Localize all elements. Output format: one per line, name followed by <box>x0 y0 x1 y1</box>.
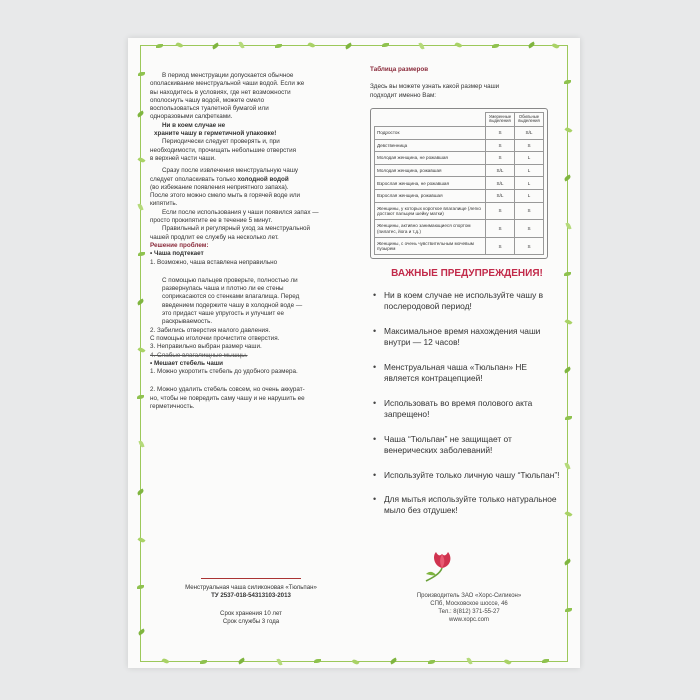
leak-item: 4. Слабые влагалищные мышцы. <box>150 351 248 359</box>
warning-item <box>368 434 564 456</box>
care-line: Правильный и регулярный уход за менструальной <box>162 225 311 233</box>
row-label: Молодая женщина, рожавшая <box>375 164 486 177</box>
leak-item-description: С помощью иголочки прочистите отверстия. <box>150 334 280 342</box>
warning-item <box>368 362 564 384</box>
size-table-title: Таблица размеров <box>370 66 429 73</box>
warnings-title: ВАЖНЫЕ ПРЕДУПРЕЖДЕНИЯ! <box>391 268 543 279</box>
row-label: Женщины, активно занимающиеся спортом (пилатес, йога и т.д.) <box>375 220 486 238</box>
manufacturer-address: СПб, Московское шоссе, 46 <box>430 601 508 607</box>
warning-text: Менструальная чаша «Тюльпан» НЕ является контрацепцией! <box>384 361 527 384</box>
table-row <box>375 139 544 152</box>
rinse-line <box>150 176 346 184</box>
warning-text: Ни в коем случае не используйте чашу в послеродовой период! <box>384 290 544 312</box>
stem-line: 2. Можно удалить стебель совсем, но очень аккурат- <box>150 386 305 394</box>
warning-text: Максимальное время нахождения чаши внутри — 12 часов! <box>384 325 541 348</box>
table-row <box>375 202 544 220</box>
intro-text: Здесь вы можете узнать какой размер чаши <box>370 83 500 91</box>
cold-water-emphasis: холодной водой <box>237 175 289 183</box>
manufacturer-website: www.xopc.com <box>448 617 489 623</box>
table-row <box>375 177 544 190</box>
warning-text: Чаша “Тюльпан” не защищает от венерических заболеваний! <box>384 433 512 455</box>
bullet-icon: • <box>373 494 377 505</box>
storage-warning: храните чашу в герметичной упаковке! <box>154 130 277 138</box>
description-line: введением подержите чашу в холодной воде — <box>162 301 303 309</box>
row-label: Подросток <box>375 127 486 140</box>
warning-item <box>368 398 564 420</box>
row-label: Женщины, с очень чувствительным мочевым пузырем <box>375 237 486 255</box>
manufacturer-phone: Тел.: 8(812) 371-55-27 <box>438 609 500 615</box>
rinse-line: (во избежание появления неприятного запаха). <box>150 183 289 191</box>
rinse-line: кипятить. <box>150 200 178 208</box>
size-table-section <box>370 66 560 259</box>
odor-line: просто прокипятите ее в течение 5 минут. <box>150 217 273 225</box>
description-line: развернулась чаша и плотно ли ее стены <box>162 285 284 293</box>
manufacturer-footer <box>394 592 544 624</box>
row-label: Взрослая женщина, рожавшая <box>375 190 486 203</box>
description-line: С помощью пальцев проверьте, полностью ли <box>162 276 298 284</box>
size-cell: S <box>486 152 515 165</box>
bullet-icon: • <box>373 361 377 372</box>
size-cell: S/L <box>515 127 544 140</box>
table-row <box>375 127 544 140</box>
size-cell: S <box>486 202 515 220</box>
stem-item: 1. Можно укоротить стебель до удобного размера. <box>150 368 298 376</box>
rinse-text: следует ополаскивать только <box>150 175 238 183</box>
intro-line: ополаскивание менструальной чаши водой. Если же <box>150 80 305 88</box>
check-line: в верхней части чаши. <box>150 154 216 162</box>
warning-item <box>368 326 564 348</box>
row-label: Взрослая женщина, не рожавшая <box>375 177 486 190</box>
size-cell: S/L <box>486 177 515 190</box>
stem-line: герметичность. <box>150 402 195 410</box>
description-line: это придаст чаше упругость и улучшит ее <box>162 310 285 318</box>
care-line: чашей продлит ее службу на несколько лет. <box>150 233 279 241</box>
table-header-row <box>375 112 544 126</box>
size-cell: S <box>515 202 544 220</box>
bullet-icon: • <box>373 433 377 444</box>
size-cell: S <box>515 139 544 152</box>
size-cell: L <box>515 164 544 177</box>
bullet-icon: • <box>373 290 377 300</box>
empty-header <box>375 112 486 126</box>
row-label: Молодая женщина, не рожавшая <box>375 152 486 165</box>
table-row <box>375 164 544 177</box>
table-row <box>375 237 544 255</box>
bullet-icon: • <box>373 325 377 336</box>
intro-text: подходит именно Вам: <box>370 91 437 99</box>
table-row <box>375 152 544 165</box>
bullet-icon: • <box>373 397 377 408</box>
size-cell: S <box>515 237 544 255</box>
row-label: Девственница <box>375 139 486 152</box>
problems-title: Решение проблем: <box>150 241 209 249</box>
tech-spec: ТУ 2537-018-54313103-2013 <box>211 592 291 599</box>
row-label: Женщины, у которых короткое влагалище (легко достают пальцем шейку матки) <box>375 202 486 220</box>
table-row <box>375 220 544 238</box>
bullet-icon: • <box>373 469 377 480</box>
size-cell: S <box>486 139 515 152</box>
size-cell: L <box>515 177 544 190</box>
divider <box>201 578 301 579</box>
leak-item-description <box>162 277 346 327</box>
intro-line: В период менструации допускается обычное <box>162 72 294 79</box>
size-cell: S <box>486 127 515 140</box>
leak-item: 3. Неправильно выбран размер чаши. <box>150 343 262 351</box>
size-cell: S <box>486 220 515 238</box>
warning-item <box>368 494 564 516</box>
leak-subtitle: • Чаша подтекает <box>150 250 204 258</box>
check-line: Периодически следует проверять и, при <box>162 138 280 146</box>
table-row <box>375 190 544 203</box>
size-cell: S/L <box>486 190 515 203</box>
intro-line: одноразовыми салфетками. <box>150 113 233 121</box>
rinse-line: Сразу после извлечения менструальную чашу <box>162 167 299 175</box>
size-cell: S <box>486 237 515 255</box>
size-cell: S/L <box>486 164 515 177</box>
leak-item: 1. Возможно, чаша вставлена неправильно <box>150 258 278 266</box>
warning-text: Использовать во время полового акта запрещено! <box>384 397 533 419</box>
check-line: необходимости, прочищать небольшие отверстия <box>150 146 297 154</box>
care-instructions-column <box>150 72 346 411</box>
size-cell: L <box>515 152 544 165</box>
storage-warning: Ни в коем случае не <box>162 121 226 129</box>
leak-item: 2. Забились отверстия малого давления. <box>150 326 271 334</box>
size-table-box <box>370 108 548 260</box>
column-header: Умеренные выделения <box>486 112 515 126</box>
warning-item <box>368 290 564 312</box>
storage-life: Срок хранения 10 лет <box>220 610 282 617</box>
warnings-list <box>368 290 564 530</box>
stem-line: но, чтобы не повредить саму чашу и не нарушить ее <box>150 394 305 402</box>
product-info-footer <box>166 578 336 626</box>
rinse-line: После этого можно смело мыть в горячей воде или <box>150 192 301 200</box>
service-life: Срок службы 3 года <box>222 618 280 625</box>
warning-text: Для мытья используйте только натуральное мыло без отдушек! <box>384 494 557 516</box>
product-name: Менструальная чаша силиконовая «Тюльпан» <box>185 584 317 591</box>
intro-line: воспользоваться туалетной бумагой или <box>150 105 269 113</box>
odor-line: Если после использования у чаши появился запах — <box>162 208 319 216</box>
stem-item <box>150 386 346 411</box>
column-header: Обильные выделения <box>515 112 544 126</box>
intro-line: вы находитесь в условиях, где нет возможности <box>150 88 291 96</box>
size-cell: L <box>515 190 544 203</box>
warning-item <box>368 470 564 481</box>
warning-text: Используйте только личную чашу “Тюльпан”! <box>384 469 560 480</box>
description-line: соприкасаются со стенками влагалища. Перед <box>162 293 300 301</box>
size-cell: S <box>515 220 544 238</box>
size-table-intro <box>370 83 560 100</box>
stem-subtitle: • Мешает стебель чаши <box>150 359 223 367</box>
tulip-logo-icon <box>422 548 466 584</box>
description-line: раскрываемость. <box>162 318 213 326</box>
manufacturer-name: Производитель ЗАО «Хорс-Силикон» <box>416 593 522 599</box>
size-table <box>374 112 544 256</box>
intro-line: ополоснуть чашу водой, можете смело <box>150 96 265 104</box>
